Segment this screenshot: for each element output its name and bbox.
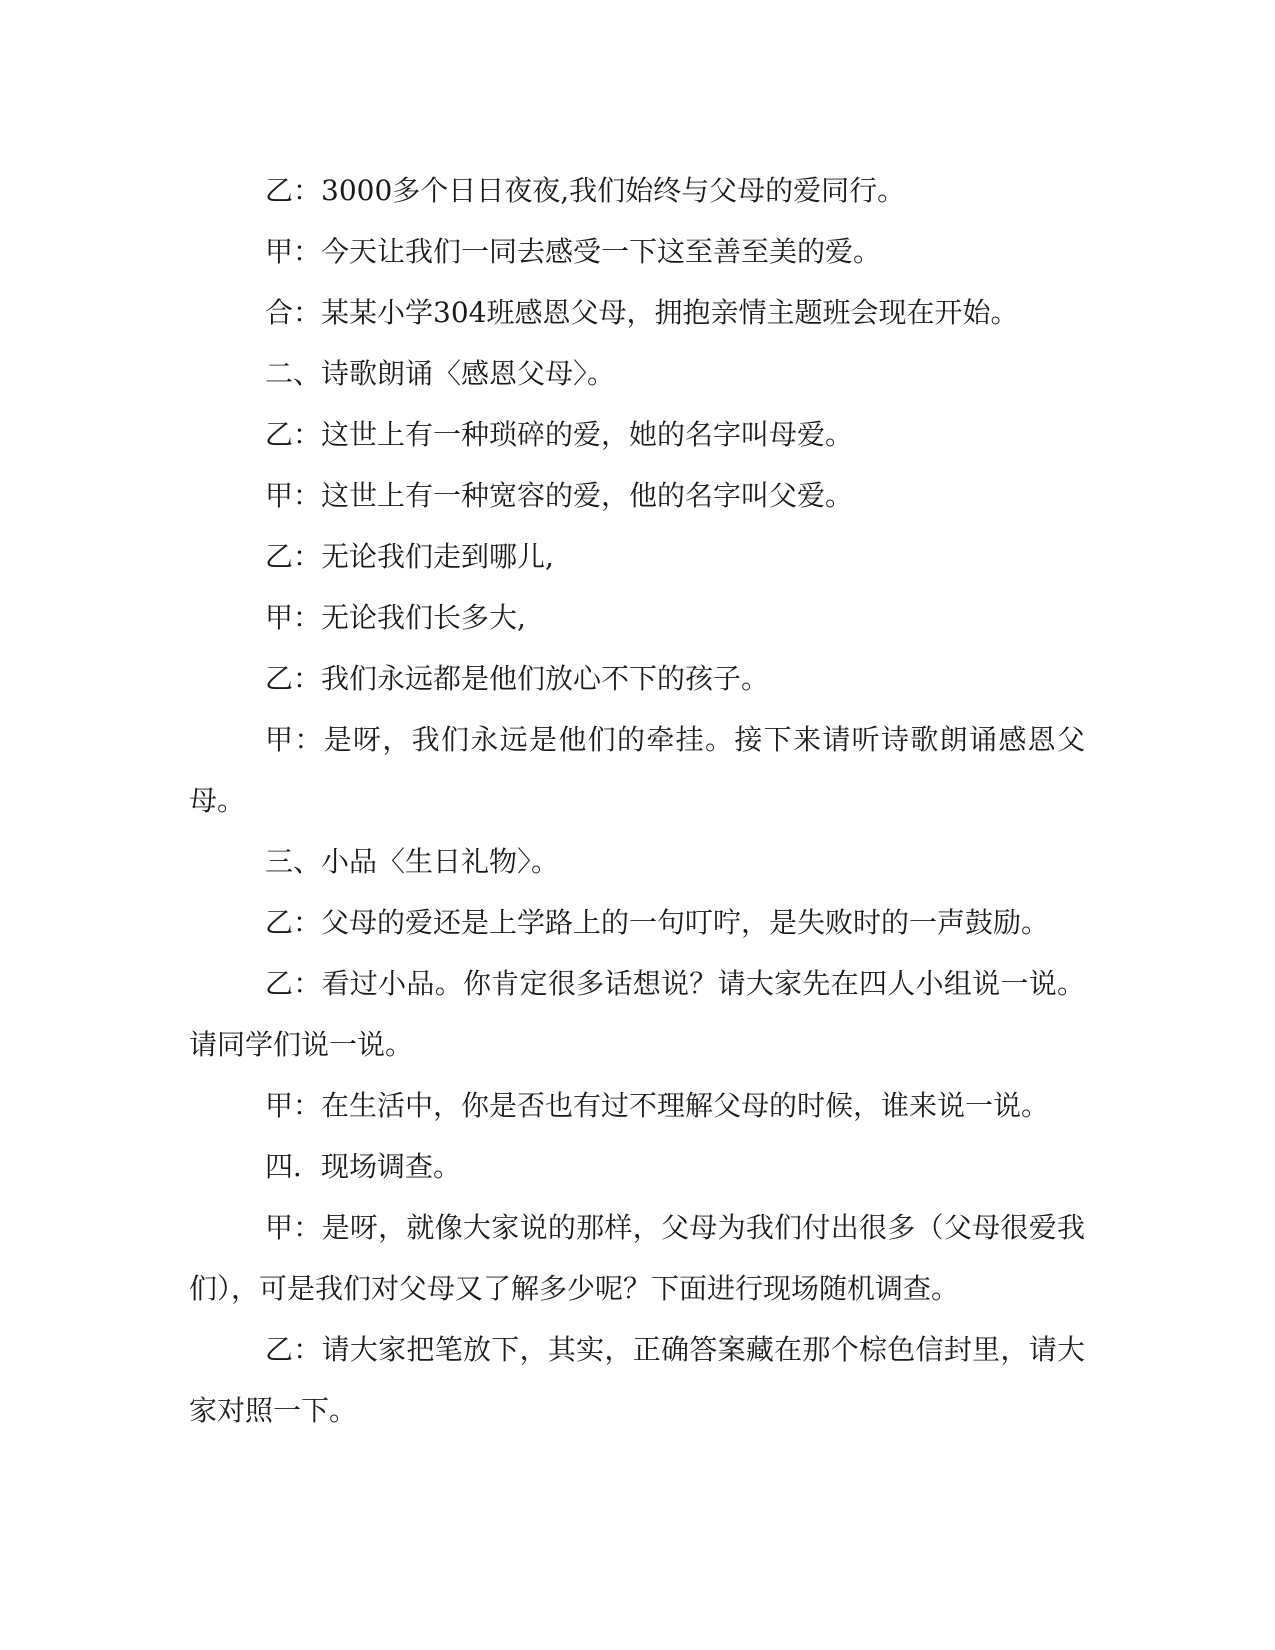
paragraph: 甲：今天让我们一同去感受一下这至善至美的爱。: [265, 235, 882, 268]
paragraph: 甲：是呀，我们永远是他们的牵挂。接下来请听诗歌朗诵感恩父母。: [189, 723, 1085, 817]
paragraph: 乙：这世上有一种琐碎的爱，她的名字叫母爱。: [265, 418, 854, 451]
section-heading: 四．现场调查。: [265, 1150, 462, 1183]
section-heading: 二、诗歌朗诵〈感恩父母〉。: [265, 357, 616, 390]
paragraph: 甲：是呀，就像大家说的那样，父母为我们付出很多（父母很爱我们），可是我们对父母又了解多少呢？下面进行现场随机调查。: [189, 1211, 1085, 1305]
document-body: [189, 160, 1085, 1441]
paragraph: 乙：看过小品。你肯定很多话想说？请大家先在四人小组说一说。请同学们说一说。: [189, 967, 1085, 1061]
paragraph: 乙：我们永远都是他们放心不下的孩子。: [265, 662, 770, 695]
paragraph: 乙：请大家把笔放下，其实，正确答案藏在那个棕色信封里，请大家对照一下。: [189, 1333, 1085, 1427]
paragraph: 甲：无论我们长多大,: [265, 601, 526, 634]
section-heading: 三、小品〈生日礼物〉。: [265, 845, 560, 878]
paragraph: 乙：3000多个日日夜夜,我们始终与父母的爱同行。: [265, 174, 906, 207]
paragraph: 甲：在生活中，你是否也有过不理解父母的时候，谁来说一说。: [265, 1089, 1050, 1122]
paragraph: 乙：父母的爱还是上学路上的一句叮咛，是失败时的一声鼓励。: [265, 906, 1050, 939]
paragraph: 甲：这世上有一种宽容的爱，他的名字叫父爱。: [265, 479, 854, 512]
paragraph: 乙：无论我们走到哪儿,: [265, 540, 554, 573]
paragraph: 合：某某小学304班感恩父母，拥抱亲情主题班会现在开始。: [265, 296, 1019, 329]
